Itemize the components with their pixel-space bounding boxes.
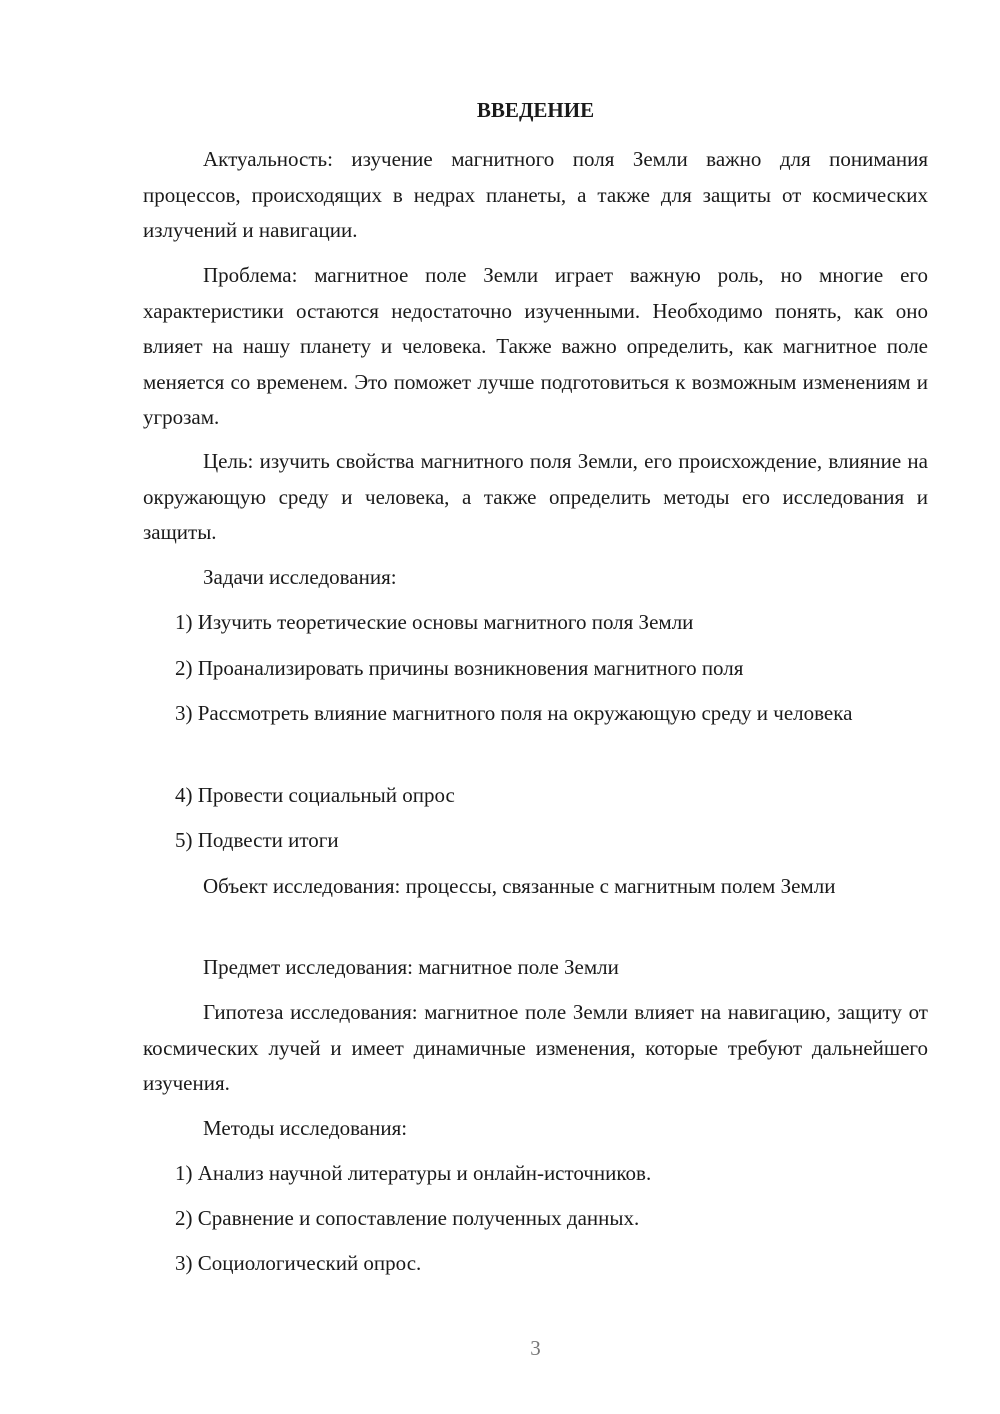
tasks-heading: Задачи исследования: <box>203 565 397 589</box>
page-number: 3 <box>530 1336 541 1360</box>
document-page <box>143 0 928 1414</box>
object-paragraph: Объект исследования: процессы, связанные с магнитным полем Земли <box>203 874 836 898</box>
problem-paragraph: Проблема: магнитное поле Земли играет важную роль, но многие его характеристики остаются недостаточно изученными. Необходимо понять, как оно влияет на нашу планету и человека. Также важно определить, как магнитное поле меняется со временем. Это поможет лучше подготовиться к возможным изменениям и угрозам. <box>143 263 928 429</box>
subject-paragraph: Предмет исследования: магнитное поле Земли <box>203 955 619 979</box>
methods-heading: Методы исследования: <box>203 1116 408 1140</box>
goal-paragraph: Цель: изучить свойства магнитного поля Земли, его происхождение, влияние на окружающую среду и человека, а также определить методы его исследования и защиты. <box>143 449 928 544</box>
task-item-3: 3) Рассмотреть влияние магнитного поля на окружающую среду и человека <box>175 701 853 725</box>
method-item-1: 1) Анализ научной литературы и онлайн-источников. <box>175 1161 652 1185</box>
task-item-2: 2) Проанализировать причины возникновения магнитного поля <box>175 656 744 680</box>
method-item-2: 2) Сравнение и сопоставление полученных данных. <box>175 1206 640 1230</box>
task-item-1: 1) Изучить теоретические основы магнитного поля Земли <box>175 610 694 634</box>
relevance-paragraph: Актуальность: изучение магнитного поля Земли важно для понимания процессов, происходящих в недрах планеты, а также для защиты от космических излучений и навигации. <box>143 147 928 242</box>
task-item-5: 5) Подвести итоги <box>175 828 339 852</box>
method-item-3: 3) Социологический опрос. <box>175 1251 422 1275</box>
hypothesis-paragraph: Гипотеза исследования: магнитное поле Земли влияет на навигацию, защиту от космических лучей и имеет динамичные изменения, которые требуют дальнейшего изучения. <box>143 1000 928 1095</box>
page-title: ВВЕДЕНИЕ <box>476 98 595 122</box>
task-item-4: 4) Провести социальный опрос <box>175 783 455 807</box>
